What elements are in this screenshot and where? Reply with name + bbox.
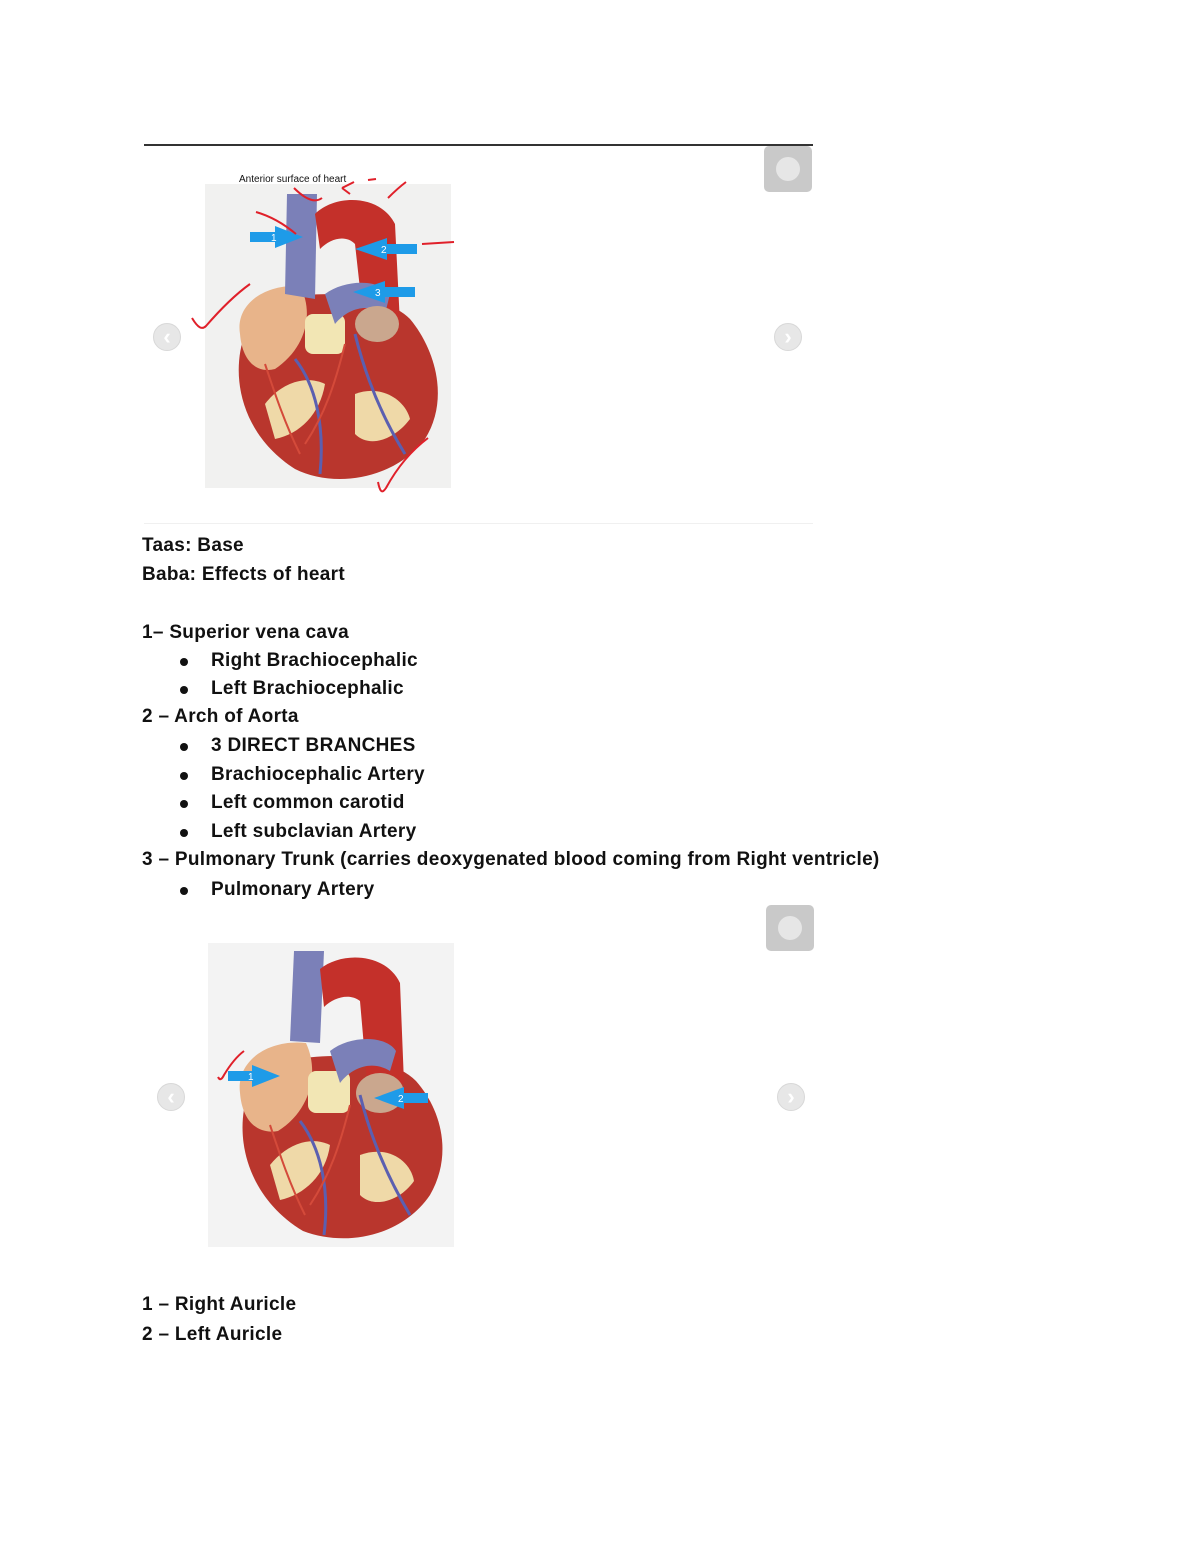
circle-icon — [778, 916, 802, 940]
top-label: Taas: Base — [142, 535, 244, 556]
carousel-prev-button[interactable] — [153, 323, 181, 351]
bottom-label: Baba: Effects of heart — [142, 564, 345, 585]
image-carousel-2 — [144, 905, 814, 1255]
svg-text:3: 3 — [375, 288, 381, 299]
carousel-prev-button[interactable] — [157, 1083, 185, 1111]
carousel-next-button[interactable] — [774, 323, 802, 351]
expand-button[interactable] — [766, 905, 814, 951]
notes-block-2 — [142, 1294, 742, 1364]
expand-button[interactable] — [764, 146, 812, 192]
figure-caption: Anterior surface of heart — [239, 174, 347, 185]
chevron-right-icon: › — [787, 1084, 795, 1109]
carousel-next-button[interactable] — [777, 1083, 805, 1111]
svg-text:1: 1 — [248, 1072, 254, 1083]
heart-auricles-image — [208, 943, 454, 1247]
svg-text:2: 2 — [381, 245, 387, 256]
heart-illustration — [205, 184, 451, 488]
list-item: 3 – Pulmonary Trunk (carries deoxygenated blood coming from Right ventricle) — [142, 849, 880, 870]
heart-anterior-image — [205, 184, 451, 488]
list-item: 2 – Arch of Aorta — [142, 706, 299, 727]
circle-icon — [776, 157, 800, 181]
list-item: 2 – Left Auricle — [142, 1324, 283, 1345]
section-divider — [144, 523, 813, 524]
notes-block-1: Taas: Base Baba: Effects of heart 1– Superior vena cava Right Brachiocephalic Left Brachiocephalic 2 – Arch of Aorta 3 DIRECT BRANCHES Brachiocephalic Artery Left common carotid Left subclavian Artery 3 – Pulmonary Trunk (carries deoxygenated blood coming from Right ventricle) Pulmonary Artery — [142, 535, 880, 900]
list-item: 1– Superior vena cava — [142, 622, 349, 643]
image-carousel-1 — [144, 146, 814, 516]
chevron-left-icon: ‹ — [167, 1084, 175, 1109]
chevron-left-icon: ‹ — [163, 324, 171, 349]
list-item: 1 – Right Auricle — [142, 1294, 297, 1315]
svg-text:1: 1 — [271, 233, 277, 244]
heart-illustration — [208, 943, 454, 1247]
svg-text:2: 2 — [398, 1094, 404, 1105]
chevron-right-icon: › — [784, 324, 792, 349]
